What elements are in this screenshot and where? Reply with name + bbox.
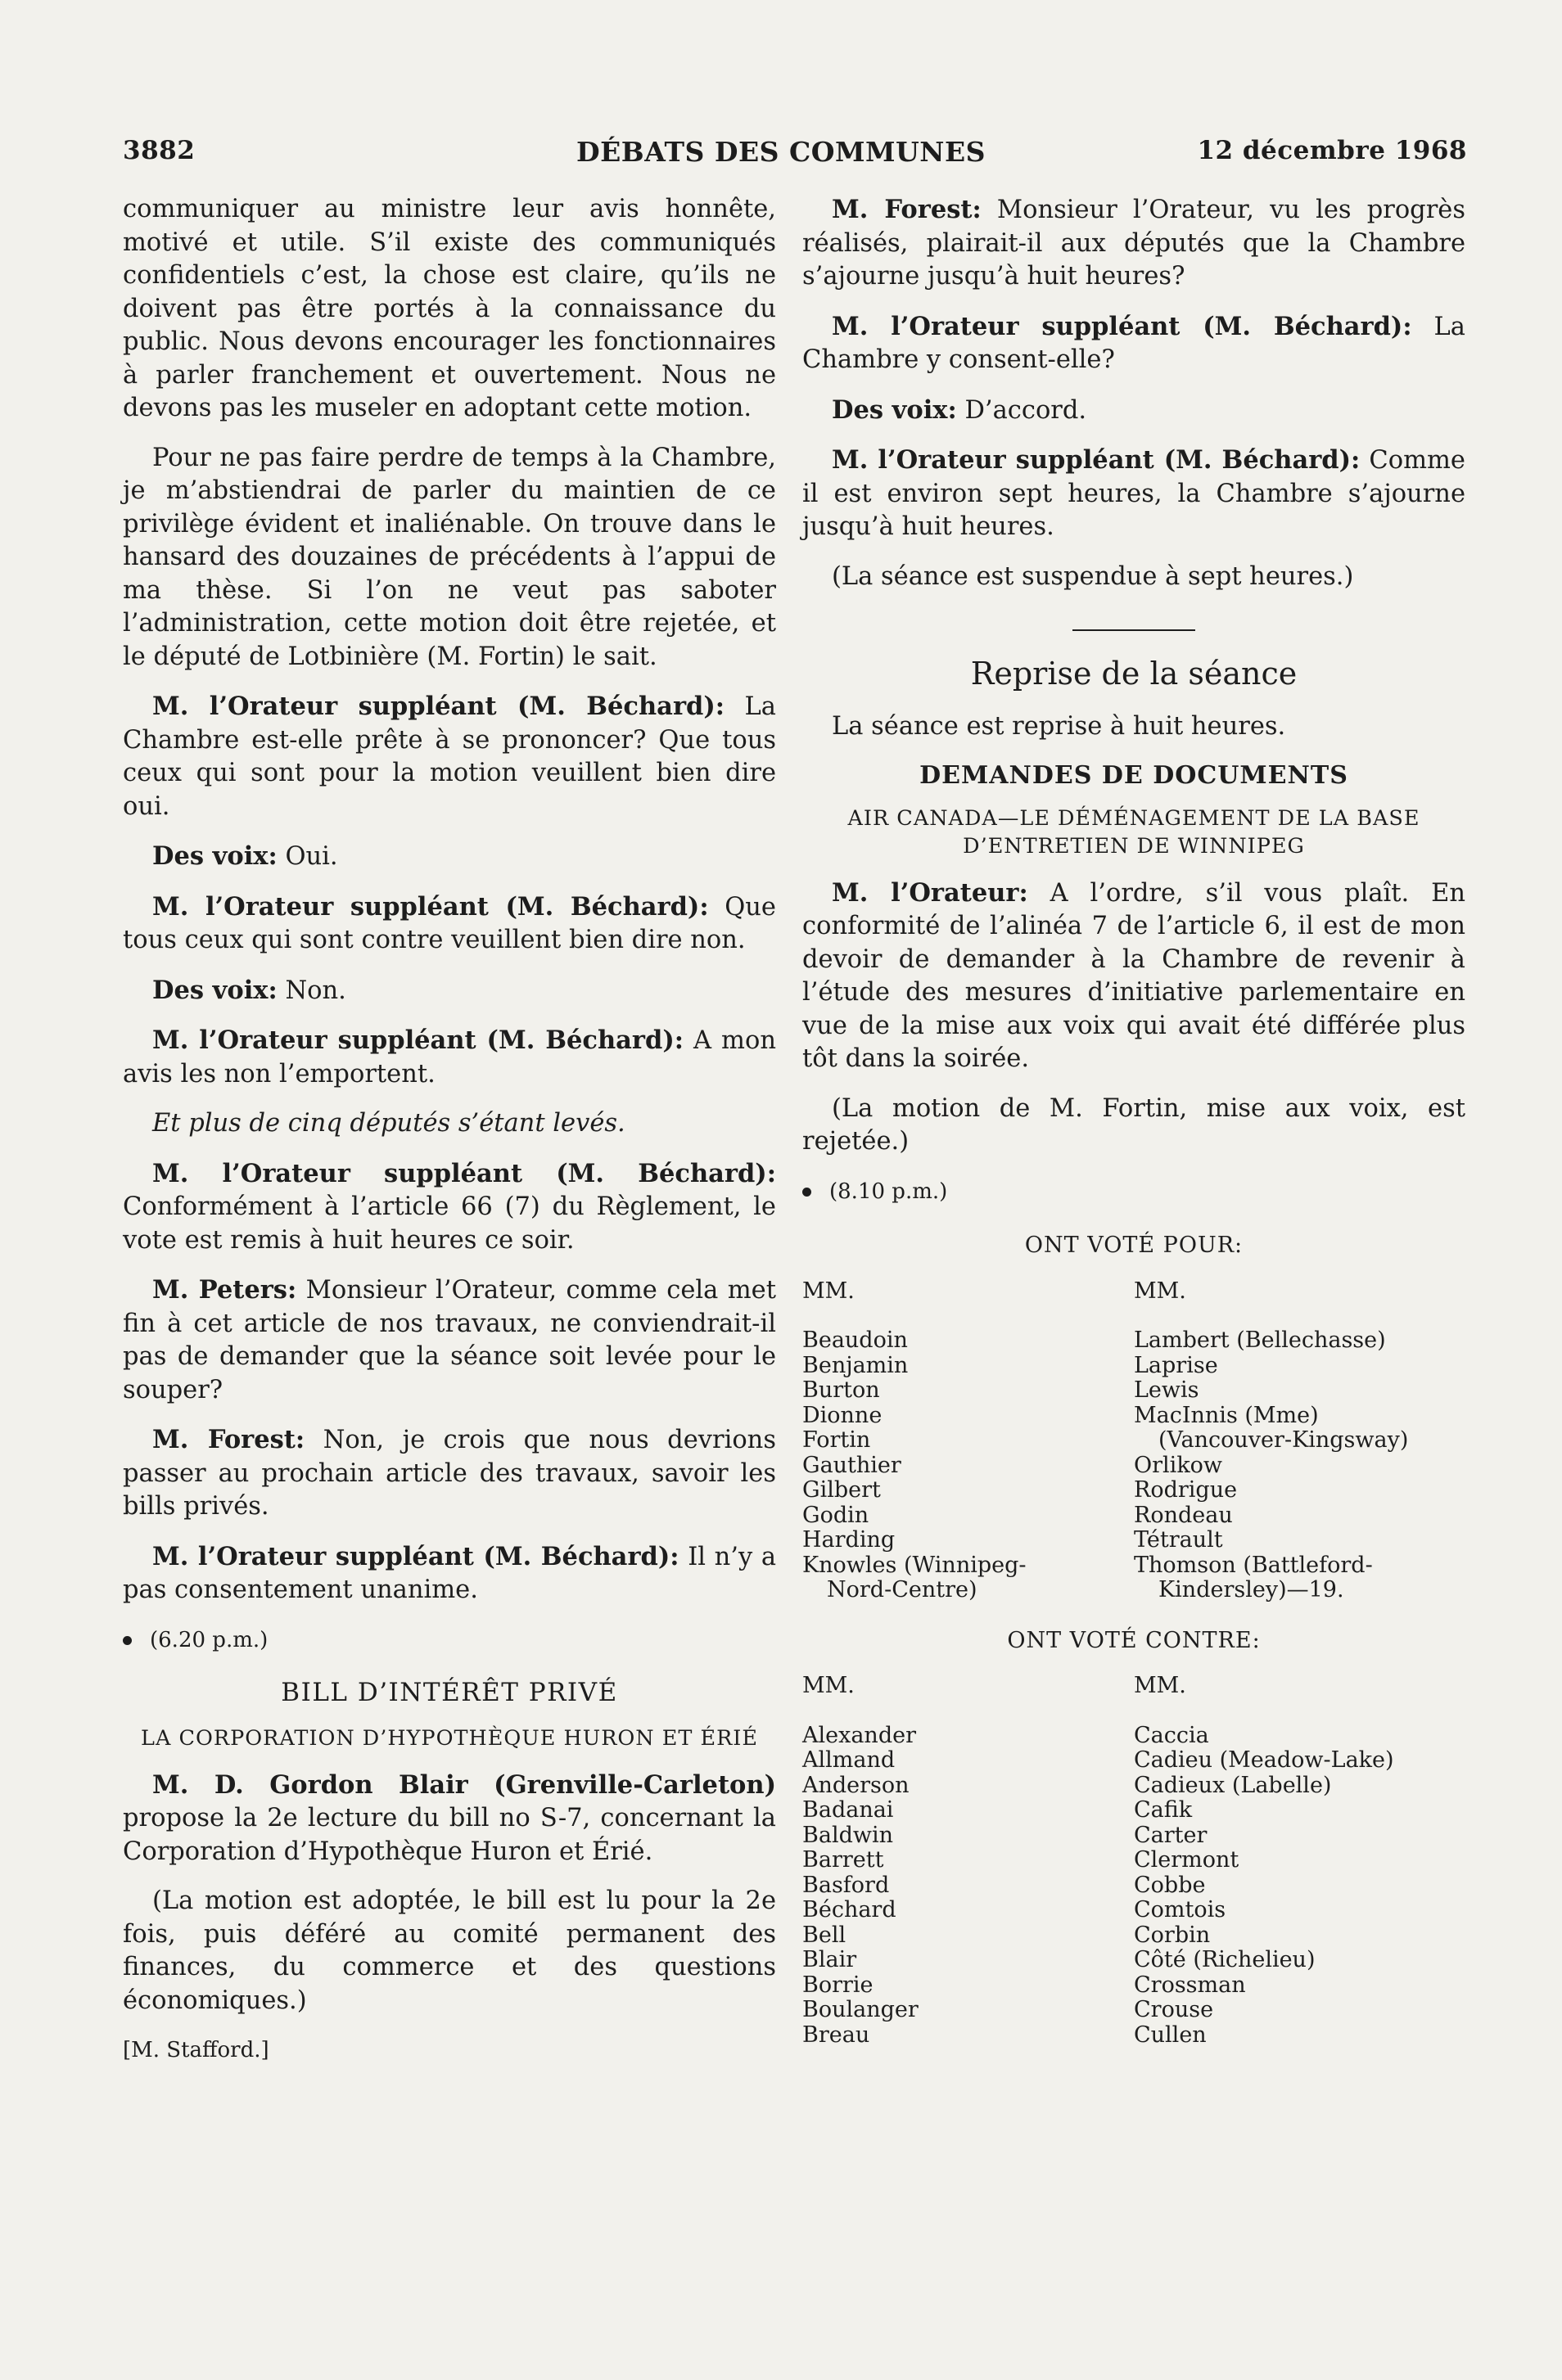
paragraph: (La motion est adoptée, le bill est lu pour la 2e fois, puis déféré au comité permanent des finances, du commerce et des questions économiques.) xyxy=(123,1886,776,2015)
speech-text: propose la 2e lecture du bill no S-7, concernant la Corporation d’Hypothèque Huron et Érié. xyxy=(123,1804,776,1866)
section-heading: DEMANDES DE DOCUMENTS xyxy=(919,761,1348,790)
member-name: Tétrault xyxy=(1134,1527,1223,1553)
member-name: Allmand xyxy=(802,1747,896,1773)
speech xyxy=(123,974,776,1008)
speaker: Des voix: xyxy=(152,975,278,1005)
speech xyxy=(802,394,1465,428)
paragraph: communiquer au ministre leur avis honnête, motivé et utile. S’il existe des communiqués confidentiels c’est, la chose est claire, qu’ils ne doivent pas être portés à la connaissance du public. Nous devons encourager les fonctionnaires à parler franchement et ouvertement. Nous ne devons pas les museler en adoptant cette motion. xyxy=(123,195,776,422)
speech-text: Non, je crois que nous devrions passer au prochain article des travaux, savoir les bills privés. xyxy=(123,1426,776,1521)
stage-direction: Et plus de cinq députés s’étant levés. xyxy=(152,1109,625,1138)
vote-heading-pour: ONT VOTÉ POUR: xyxy=(1024,1233,1244,1258)
member-name: Knowles (Winnipeg- xyxy=(802,1552,1027,1578)
member-name: Fortin xyxy=(802,1427,871,1453)
member-name: Dionne xyxy=(802,1402,883,1428)
names-header: MM. xyxy=(802,1673,855,1698)
divider xyxy=(1072,629,1195,631)
speaker: M. l’Orateur suppléant (M. Béchard): xyxy=(152,1025,684,1055)
paragraph: (La séance est suspendue à sept heures.) xyxy=(832,561,1354,591)
member-name: Comtois xyxy=(1134,1897,1226,1922)
member-name: Béchard xyxy=(802,1897,896,1922)
member-name: (Vancouver-Kingsway) xyxy=(1158,1427,1409,1453)
speech-text: Monsieur l’Orateur, comme cela met fin à cet article de nos travaux, ne conviendrait-il pas de demander que la séance soit levée pour le souper? xyxy=(123,1276,776,1404)
member-name: Beaudoin xyxy=(802,1327,908,1353)
speaker: M. l’Orateur: xyxy=(832,877,1028,908)
paragraph: (La motion de M. Fortin, mise aux voix, est rejetée.) xyxy=(802,1093,1465,1156)
member-name: Rondeau xyxy=(1134,1502,1233,1528)
member-name: Cobbe xyxy=(1134,1872,1206,1898)
running-title: DÉBATS DES COMMUNES xyxy=(576,136,986,168)
left-column xyxy=(123,193,776,2067)
member-name: Cadieu (Meadow-Lake) xyxy=(1134,1747,1394,1773)
member-name: Godin xyxy=(802,1502,869,1528)
speech xyxy=(802,193,1465,294)
speech-text: Il n’y a pas consentement unanime. xyxy=(123,1542,776,1604)
names-column xyxy=(802,1674,1134,2048)
speaker: M. l’Orateur suppléant (M. Béchard): xyxy=(832,445,1361,475)
speech xyxy=(123,1423,776,1524)
speaker: Des voix: xyxy=(152,841,278,871)
speech-text: Oui. xyxy=(285,842,338,871)
member-name: MacInnis (Mme) xyxy=(1134,1402,1319,1428)
speech-text: La Chambre y consent-elle? xyxy=(802,312,1465,374)
speaker: Des voix: xyxy=(832,394,957,425)
member-name: Crossman xyxy=(1134,1972,1246,1998)
speech xyxy=(123,1157,776,1258)
member-name: Breau xyxy=(802,2022,870,2048)
member-name: Badanai xyxy=(802,1797,894,1823)
speech xyxy=(802,310,1465,377)
speech xyxy=(123,890,776,958)
member-name: Côté (Richelieu) xyxy=(1134,1947,1316,1972)
subsection-heading: AIR CANADA—LE DÉMÉNAGEMENT DE LA BASE D’ENTRETIEN DE WINNIPEG xyxy=(847,805,1420,859)
names-header: MM. xyxy=(1134,1278,1186,1304)
member-name: Gauthier xyxy=(802,1452,901,1478)
page-date: 12 décembre 1968 xyxy=(1197,136,1467,165)
speech-text: Comme il est environ sept heures, la Chambre s’ajourne jusqu’à huit heures. xyxy=(802,446,1465,541)
speaker: M. l’Orateur suppléant (M. Béchard): xyxy=(152,891,709,922)
member-name: Crouse xyxy=(1134,1997,1214,2022)
speech xyxy=(802,877,1465,1076)
names-column xyxy=(1134,1279,1465,1603)
bullet-icon xyxy=(802,1188,811,1197)
member-name: Burton xyxy=(802,1377,880,1403)
speaker: M. Forest: xyxy=(152,1425,305,1454)
member-name: Blair xyxy=(802,1947,857,1972)
names-column xyxy=(1134,1674,1465,2048)
member-name: Harding xyxy=(802,1527,896,1553)
vote-list-pour xyxy=(802,1279,1465,1603)
vote-heading-contre: ONT VOTÉ CONTRE: xyxy=(1007,1627,1261,1653)
paragraph: Pour ne pas faire perdre de temps à la Chambre, je m’abstiendrai de parler du maintien de ce privilège évident et inaliénable. On trouve dans le hansard des douzaines de précédents à l’appui de ma thèse. Si l’on ne veut pas saboter l’administration, cette motion doit être rejetée, et le député de Lotbinière (M. Fortin) le sait. xyxy=(123,443,776,671)
speech xyxy=(123,1273,776,1407)
speaker: M. l’Orateur suppléant (M. Béchard): xyxy=(152,692,725,721)
speaker-citation: [M. Stafford.] xyxy=(123,2038,269,2062)
speech-text: A l’ordre, s’il vous plaît. En conformité de l’alinéa 7 de l’article 6, il est de mon devoir de demander à la Chambre de revenir à l’étude des mesures d’initiative parlementaire en vue de la mise aux voix qui avait été différée plus tôt dans la soirée. xyxy=(802,878,1465,1073)
bullet-icon xyxy=(123,1636,132,1645)
speech-text: A mon avis les non l’emportent. xyxy=(123,1026,776,1089)
speaker: M. l’Orateur suppléant (M. Béchard): xyxy=(152,1158,776,1188)
member-name: Baldwin xyxy=(802,1822,893,1848)
names-column xyxy=(802,1279,1134,1603)
speaker: M. Forest: xyxy=(832,195,982,224)
speaker: M. D. Gordon Blair (Grenville-Carleton) xyxy=(152,1769,776,1800)
member-name: Clermont xyxy=(1134,1847,1239,1873)
page-number: 3882 xyxy=(123,136,196,165)
member-name: Thomson (Battleford- xyxy=(1134,1552,1373,1578)
speech xyxy=(123,1540,776,1607)
speech xyxy=(123,690,776,823)
speech xyxy=(123,1769,776,1869)
member-name: Boulanger xyxy=(802,1997,919,2022)
member-name: Anderson xyxy=(802,1772,910,1798)
speech-text: La Chambre est-elle prête à se prononcer? Que tous ceux qui sont pour la motion veuillent bien dire oui. xyxy=(123,692,776,821)
member-name: Carter xyxy=(1134,1822,1208,1848)
speaker: M. l’Orateur suppléant (M. Béchard): xyxy=(152,1541,679,1571)
speech-text: Monsieur l’Orateur, vu les progrès réalisés, plairait-il aux députés que la Chambre s’ajourne jusqu’à huit heures? xyxy=(802,196,1465,291)
member-name: Rodrigue xyxy=(1134,1477,1238,1503)
member-name: Cadieux (Labelle) xyxy=(1134,1772,1332,1798)
speech xyxy=(123,840,776,874)
speech xyxy=(123,1024,776,1091)
member-name: Orlikow xyxy=(1134,1452,1223,1478)
vote-list-contre xyxy=(802,1674,1465,2048)
section-heading: Reprise de la séance xyxy=(970,656,1298,692)
member-name: Lambert (Bellechasse) xyxy=(1134,1327,1386,1353)
member-name: Borrie xyxy=(802,1972,874,1998)
names-header: MM. xyxy=(802,1278,855,1304)
member-name: Caccia xyxy=(1134,1722,1209,1748)
time-marker: (8.10 p.m.) xyxy=(802,1175,1465,1209)
section-heading: BILL D’INTÉRÊT PRIVÉ xyxy=(281,1678,618,1707)
member-name: Cullen xyxy=(1134,2022,1207,2048)
speech xyxy=(802,444,1465,544)
names-header: MM. xyxy=(1134,1673,1186,1698)
right-column xyxy=(802,193,1465,2048)
speech-text: Que tous ceux qui sont contre veuillent bien dire non. xyxy=(123,892,776,954)
speech-text: Conformément à l’article 66 (7) du Règlement, le vote est remis à huit heures ce soir. xyxy=(123,1192,776,1255)
member-name: Kindersley)—19. xyxy=(1158,1577,1344,1602)
member-name: Bell xyxy=(802,1922,846,1948)
speaker: M. l’Orateur suppléant (M. Béchard): xyxy=(832,311,1412,341)
time-marker: (6.20 p.m.) xyxy=(123,1624,776,1657)
member-name: Benjamin xyxy=(802,1352,909,1378)
speech-text: D’accord. xyxy=(964,395,1087,425)
member-name: Corbin xyxy=(1134,1922,1211,1948)
member-name: Lewis xyxy=(1134,1377,1199,1403)
member-name: Nord-Centre) xyxy=(827,1577,977,1602)
member-name: Basford xyxy=(802,1872,890,1898)
member-name: Cafik xyxy=(1134,1797,1193,1823)
subsection-heading: LA CORPORATION D’HYPOTHÈQUE HURON ET ÉRIÉ xyxy=(141,1725,758,1751)
speech-text: Non. xyxy=(285,976,346,1005)
member-name: Gilbert xyxy=(802,1477,881,1503)
member-name: Laprise xyxy=(1134,1352,1218,1378)
paragraph: La séance est reprise à huit heures. xyxy=(832,711,1286,741)
member-name: Alexander xyxy=(802,1722,916,1748)
speaker: M. Peters: xyxy=(152,1275,297,1305)
member-name: Barrett xyxy=(802,1847,884,1873)
